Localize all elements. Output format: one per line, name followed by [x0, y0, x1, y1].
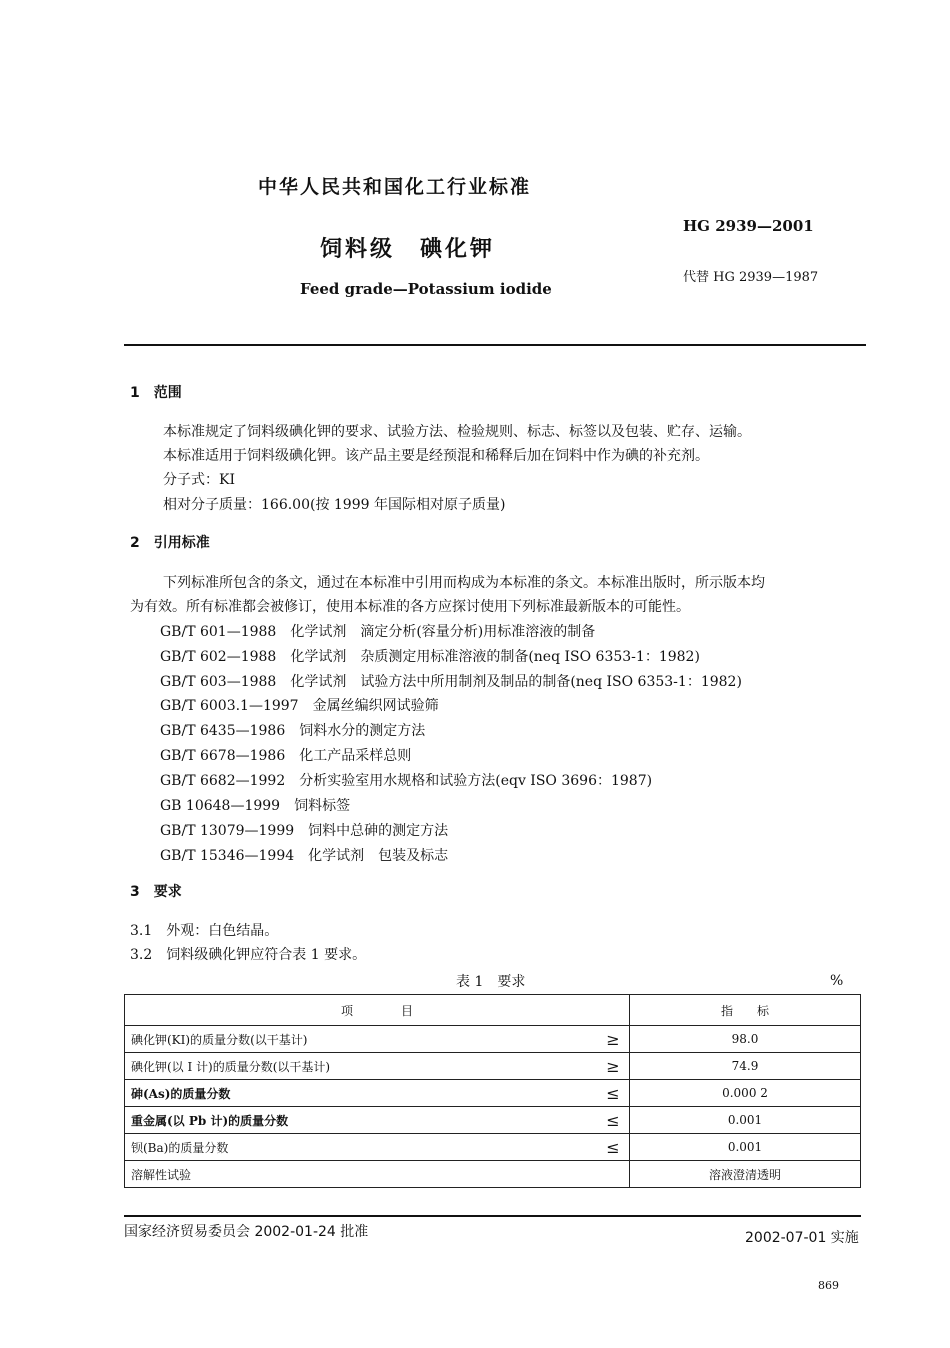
reference-code: GB/T 6678—1986 [160, 748, 286, 764]
row-value: 0.001 [630, 1107, 861, 1134]
row-value: 98.0 [630, 1026, 861, 1053]
reference-item [160, 745, 411, 765]
row-value: 溶液澄清透明 [630, 1161, 861, 1188]
section-1-heading: 1 范围 [130, 385, 182, 401]
industry-standard-heading: 中华人民共和国化工行业标准 [258, 176, 532, 198]
reference-title: 金属丝编织网试验筛 [312, 698, 439, 714]
title-chinese: 饲料级 碘化钾 [320, 237, 496, 262]
row-value: 0.001 [630, 1134, 861, 1161]
reference-item [160, 795, 350, 815]
reference-title: 饲料水分的测定方法 [299, 723, 426, 739]
reference-item [160, 845, 448, 865]
row-relation: ≤ [597, 1134, 630, 1161]
requirement-3-1: 3.1 外观：白色结晶。 [130, 923, 279, 939]
table-row [125, 1161, 861, 1188]
reference-title: 化学试剂 杂质测定用标准溶液的制备(neq ISO 6353-1：1982) [290, 649, 700, 665]
row-item: 碘化钾(以 I 计)的质量分数(以干基计) [125, 1053, 598, 1080]
row-relation: ≥ [597, 1026, 630, 1053]
reference-title: 饲料中总砷的测定方法 [308, 823, 449, 839]
table-row [125, 1053, 861, 1080]
table-header-row [125, 995, 861, 1026]
header-item: 项 目 [125, 995, 630, 1026]
reference-code: GB/T 6003.1—1997 [160, 698, 299, 714]
header-divider [124, 344, 866, 346]
reference-code: GB/T 601—1988 [160, 624, 277, 640]
row-value: 74.9 [630, 1053, 861, 1080]
section-2-intro: 下列标准所包含的条文，通过在本标准中引用而构成为本标准的条文。本标准出版时，所示版本均 [163, 575, 765, 591]
table-row [125, 1134, 861, 1161]
reference-item [160, 646, 700, 666]
requirement-3-2: 3.2 饲料级碘化钾应符合表 1 要求。 [130, 947, 367, 963]
table-row [125, 1026, 861, 1053]
reference-item [160, 671, 742, 691]
footer-divider [124, 1215, 861, 1217]
row-item: 碘化钾(KI)的质量分数(以干基计) [125, 1026, 598, 1053]
row-relation: ≤ [597, 1107, 630, 1134]
reference-title: 饲料标签 [294, 798, 351, 814]
reference-code: GB/T 13079—1999 [160, 823, 295, 839]
table-row [125, 1107, 861, 1134]
reference-code: GB/T 603—1988 [160, 674, 277, 690]
reference-code: GB/T 602—1988 [160, 649, 277, 665]
row-item: 重金属(以 Pb 计)的质量分数 [125, 1107, 598, 1134]
reference-item [160, 695, 439, 715]
page-number: 869 [818, 1279, 839, 1292]
reference-title: 化工产品采样总则 [299, 748, 412, 764]
section-1-line: 本标准适用于饲料级碘化钾。该产品主要是经预混和稀释后加在饲料中作为碘的补充剂。 [163, 448, 709, 464]
implementation-date: 2002-07-01 实施 [745, 1230, 859, 1246]
row-item: 溶解性试验 [125, 1161, 630, 1188]
reference-title: 化学试剂 试验方法中所用制剂及制品的制备(neq ISO 6353-1：1982) [290, 674, 742, 690]
title-english: Feed grade—Potassium iodide [300, 280, 552, 298]
reference-item [160, 770, 652, 790]
reference-code: GB 10648—1999 [160, 798, 281, 814]
table-unit: % [830, 973, 844, 989]
row-value: 0.000 2 [630, 1080, 861, 1107]
header-value: 指 标 [630, 995, 861, 1026]
section-3-heading: 3 要求 [130, 884, 182, 900]
standard-number: HG 2939—2001 [683, 217, 814, 235]
section-1-line: 本标准规定了饲料级碘化钾的要求、试验方法、检验规则、标志、标签以及包装、贮存、运输。 [163, 424, 751, 440]
row-item: 钡(Ba)的质量分数 [125, 1134, 598, 1161]
reference-item [160, 621, 595, 641]
section-1-line: 相对分子质量：166.00(按 1999 年国际相对原子质量) [163, 497, 506, 513]
replaces-standard: 代替 HG 2939—1987 [683, 270, 819, 285]
reference-title: 分析实验室用水规格和试验方法(eqv ISO 3696：1987) [299, 773, 653, 789]
row-relation: ≥ [597, 1053, 630, 1080]
reference-title: 化学试剂 滴定分析(容量分析)用标准溶液的制备 [290, 624, 596, 640]
reference-code: GB/T 6435—1986 [160, 723, 286, 739]
reference-item [160, 820, 448, 840]
table-row [125, 1080, 861, 1107]
reference-code: GB/T 6682—1992 [160, 773, 286, 789]
reference-item [160, 720, 425, 740]
section-2-heading: 2 引用标准 [130, 535, 210, 551]
row-relation: ≤ [597, 1080, 630, 1107]
approval-note: 国家经济贸易委员会 2002-01-24 批准 [124, 1224, 369, 1240]
reference-title: 化学试剂 包装及标志 [308, 848, 449, 864]
section-2-intro-cont: 为有效。所有标准都会被修订，使用本标准的各方应探讨使用下列标准最新版本的可能性。 [130, 599, 690, 615]
section-1-line: 分子式：KI [163, 472, 235, 488]
table-caption: 表 1 要求 [456, 974, 526, 990]
row-item: 砷(As)的质量分数 [125, 1080, 598, 1107]
reference-code: GB/T 15346—1994 [160, 848, 295, 864]
requirements-table [124, 994, 861, 1188]
